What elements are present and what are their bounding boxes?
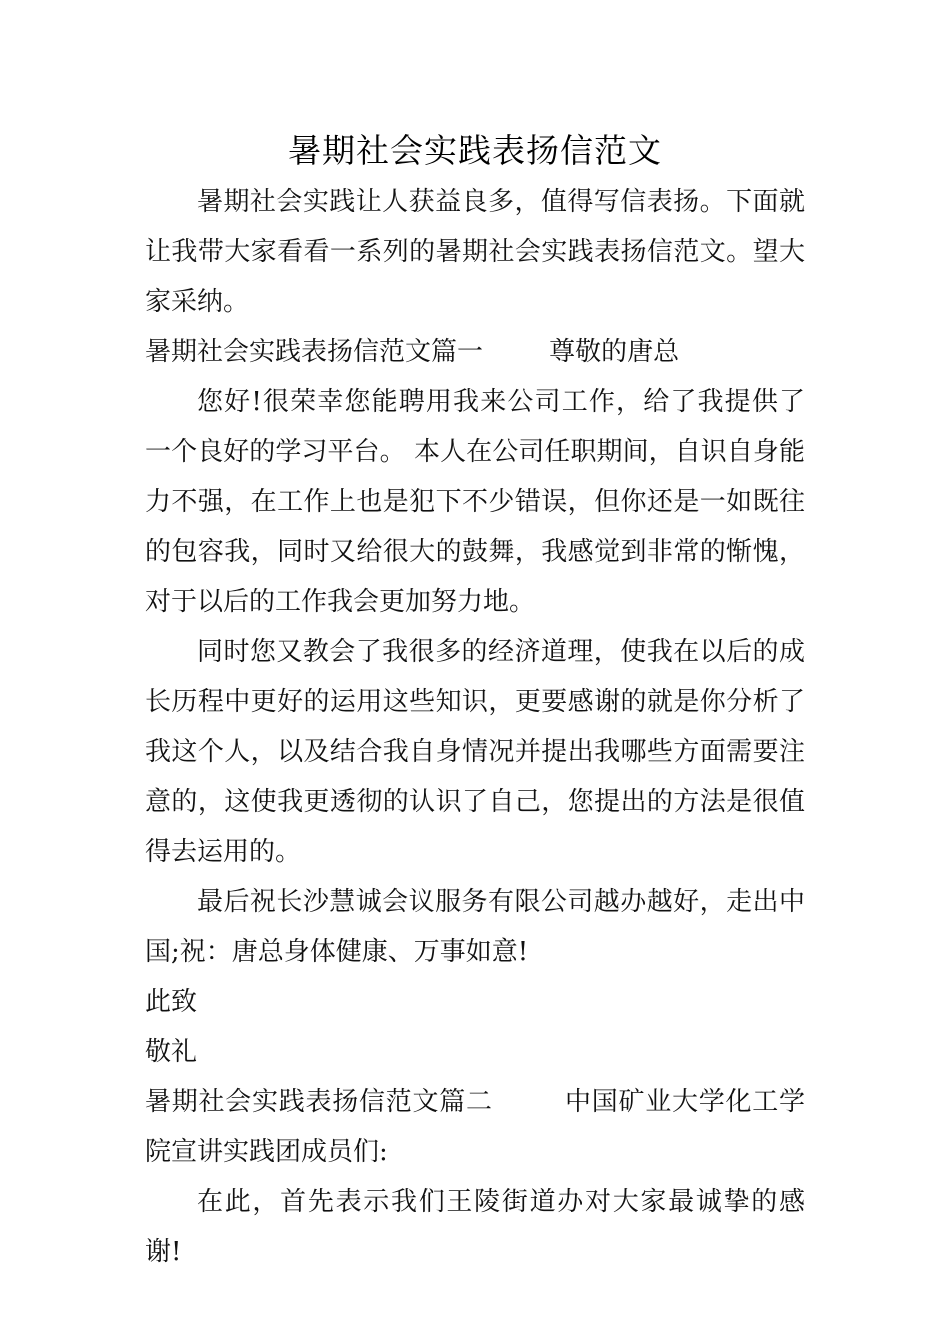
intro-paragraph: 暑期社会实践让人获益良多，值得写信表扬。下面就让我带大家看看一系列的暑期社会实践表扬信范文。望大家采纳。: [145, 187, 805, 317]
letter2-paragraph-1: 在此，首先表示我们王陵街道办对大家最诚挚的感谢!: [145, 1187, 805, 1267]
letter1-heading-line: [145, 327, 805, 377]
letter1-closing-1: 此致: [145, 987, 198, 1017]
letter2-heading-block: [145, 1077, 805, 1177]
letter1-paragraph-2: 同时您又教会了我很多的经济道理，使我在以后的成长历程中更好的运用这些知识，更要感谢的就是你分析了我这个人，以及结合我自身情况并提出我哪些方面需要注意的，这使我更透彻的认识了自己，您提出的方法是很值得去运用的。: [145, 637, 805, 867]
letter1-heading: 暑期社会实践表扬信范文篇一: [145, 337, 484, 367]
letter1-closing-2: 敬礼: [145, 1037, 198, 1067]
document-title: 暑期社会实践表扬信范文: [288, 131, 662, 170]
letter2-salutation: 中国矿业大学化工学院宣讲实践团成员们:: [145, 1087, 805, 1167]
letter1-paragraph-1: 您好!很荣幸您能聘用我来公司工作，给了我提供了一个良好的学习平台。 本人在公司任职期间，自识自身能力不强，在工作上也是犯下不少错误，但你还是一如既往的包容我，同时又给很大的鼓舞，我感觉到非常的惭愧，对于以后的工作我会更加努力地。: [145, 387, 805, 617]
letter2-heading: 暑期社会实践表扬信范文篇二: [145, 1087, 493, 1117]
letter1-paragraph-3: 最后祝长沙慧诚会议服务有限公司越办越好，走出中国;祝：唐总身体健康、万事如意!: [145, 887, 805, 967]
document-body: [145, 177, 805, 1277]
letter1-salutation: 尊敬的唐总: [549, 337, 680, 367]
